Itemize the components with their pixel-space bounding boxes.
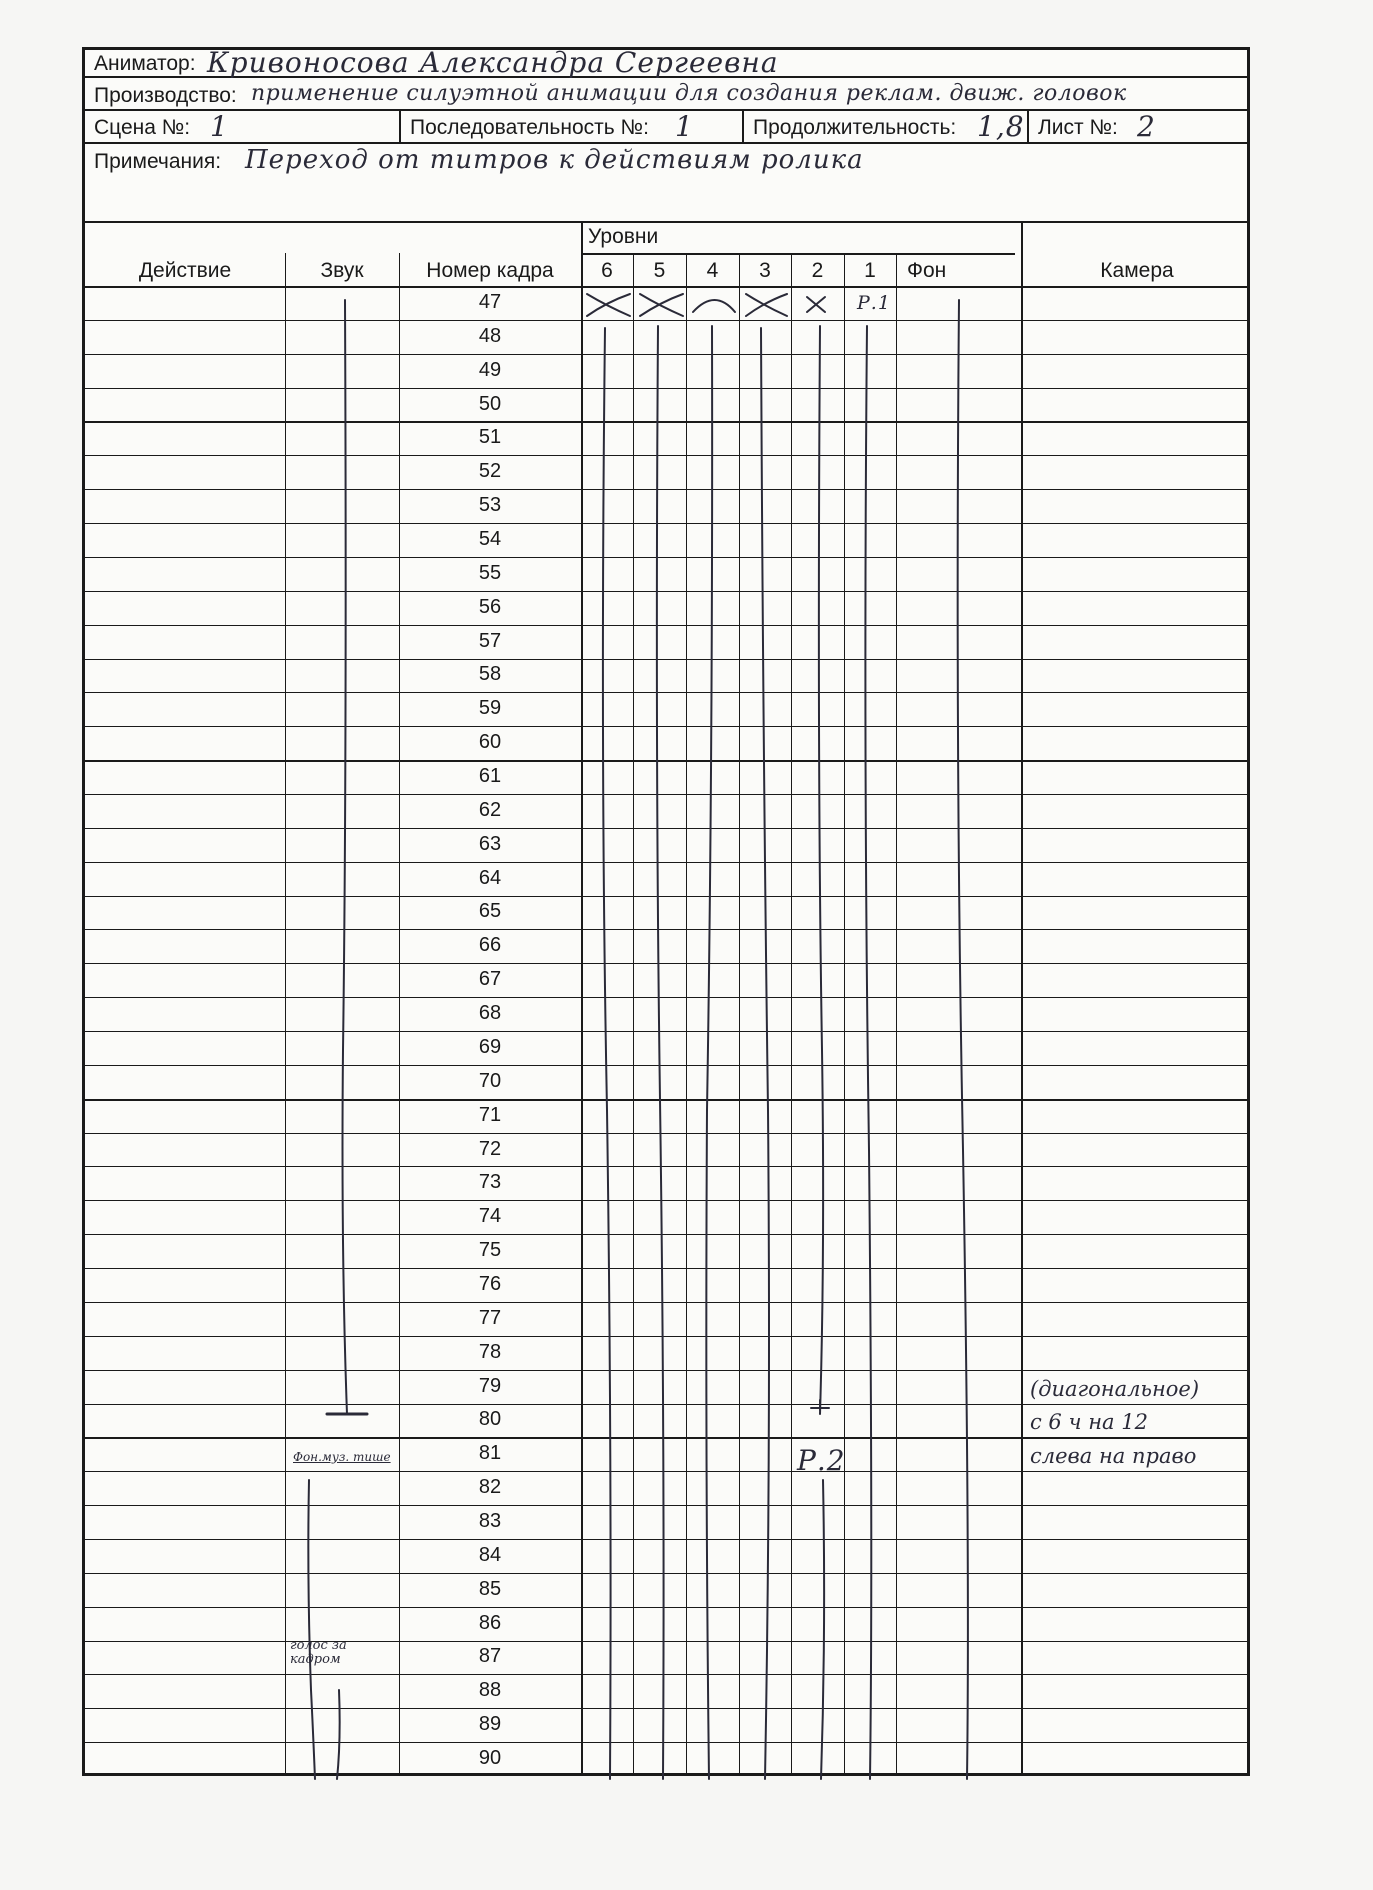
production-value: применение силуэтной анимации для создания реклам. движ. головок: [251, 81, 1127, 106]
hold-line: [819, 326, 823, 1414]
level-1-entry: Р.1: [857, 292, 891, 314]
end-mark: [811, 1400, 829, 1410]
scene-value: 1: [210, 110, 229, 143]
level-4-header: 4: [706, 259, 719, 282]
camera-column-header: Камера: [1100, 259, 1174, 282]
action-column-header: Действие: [138, 259, 232, 282]
frame-number: 48: [478, 324, 502, 347]
frame-number: 61: [478, 765, 502, 788]
hold-line: [343, 300, 348, 1414]
frame-number: 55: [478, 561, 502, 584]
frame-number: 53: [478, 494, 502, 517]
animator-value: Кривоносова Александра Сергеевна: [207, 46, 779, 79]
hold-line: [958, 300, 968, 1779]
frame-number: 73: [478, 1171, 502, 1194]
frame-number: 67: [478, 968, 502, 991]
exposure-sheet: [82, 47, 1250, 1776]
frame-number: 58: [478, 663, 502, 686]
frame-number: 81: [478, 1442, 502, 1465]
sequence-label: Последовательность №:: [410, 116, 649, 139]
frame-number: 78: [478, 1340, 502, 1363]
frame-number: 89: [478, 1713, 502, 1736]
frame-number: 47: [478, 290, 502, 313]
frame-number: 86: [478, 1611, 502, 1634]
frame-number: 77: [478, 1306, 502, 1329]
frame-number: 70: [478, 1069, 502, 1092]
level-1-header: 1: [864, 259, 876, 282]
frame-number: 50: [478, 392, 502, 415]
level-2-header: 2: [811, 259, 824, 282]
camera-note: (диагональное): [1030, 1377, 1200, 1401]
hold-line: [603, 328, 611, 1779]
camera-note: слева на право: [1030, 1444, 1197, 1468]
animator-label: Аниматор:: [94, 52, 196, 75]
frame-number: 57: [478, 629, 502, 652]
hold-line: [761, 328, 769, 1779]
frame-number: 52: [478, 460, 502, 483]
frame-number: 54: [478, 527, 502, 550]
level-5-header: 5: [653, 259, 666, 282]
frame-number: 83: [478, 1510, 502, 1533]
frame-number: 88: [478, 1679, 502, 1702]
hold-line: [308, 1480, 315, 1779]
frame-number: 79: [478, 1374, 502, 1397]
frame-number: 66: [478, 934, 502, 957]
sound-note: Фон.муз. тише: [293, 1450, 391, 1464]
sequence-value: 1: [675, 110, 694, 143]
hold-line: [865, 326, 871, 1779]
x-mark: [807, 297, 825, 312]
frame-number: 71: [478, 1103, 502, 1126]
frame-number: 68: [478, 1002, 502, 1025]
frame-number: 62: [478, 798, 502, 821]
frame-number: 59: [478, 697, 502, 720]
background-column-header: Фон: [907, 259, 947, 282]
frame-number: 87: [478, 1645, 502, 1668]
notes-value: Переход от титров к действиям ролика: [245, 145, 864, 175]
frame-number: 65: [478, 900, 502, 923]
camera-note: с 6 ч на 12: [1030, 1410, 1148, 1434]
frame-number: 82: [478, 1476, 502, 1499]
sheet-number-label: Лист №:: [1038, 116, 1118, 139]
frame-number: 80: [478, 1408, 502, 1431]
frame-number: 49: [478, 358, 502, 381]
frame-number: 60: [478, 731, 502, 754]
frame-number: 63: [478, 832, 502, 855]
hold-line: [657, 326, 664, 1779]
production-label: Производство:: [94, 84, 237, 107]
notes-label: Примечания:: [94, 150, 222, 173]
hold-line: [337, 1690, 340, 1779]
x-mark: [746, 294, 787, 316]
x-mark: [693, 300, 735, 312]
hold-line: [706, 326, 712, 1779]
frame-number: 75: [478, 1239, 502, 1262]
frame-number: 72: [478, 1137, 502, 1160]
frame-number: 90: [478, 1747, 502, 1770]
frame-number: 64: [478, 866, 502, 889]
frame-number: 76: [478, 1272, 502, 1295]
frame-number: 51: [478, 426, 502, 449]
frame-number: 56: [478, 595, 502, 618]
hold-line: [821, 1480, 824, 1779]
frame-number: 85: [478, 1577, 502, 1600]
handwritten-marks: [85, 50, 1253, 1779]
level-3-header: 3: [759, 259, 771, 282]
frame-number: 69: [478, 1035, 502, 1058]
sound-note: голос за кадром: [290, 1638, 347, 1667]
duration-value: 1,8: [977, 110, 1025, 143]
frame-number-column-header: Номер кадра: [426, 259, 554, 282]
level-6-header: 6: [601, 259, 613, 282]
x-mark: [587, 294, 630, 316]
scene-label: Сцена №:: [94, 116, 191, 139]
levels-group-header: Уровни: [588, 225, 659, 248]
frame-number: 74: [478, 1205, 502, 1228]
sound-column-header: Звук: [320, 259, 364, 282]
frame-number: 84: [478, 1543, 502, 1566]
level-2-entry: Р.2: [797, 1444, 846, 1477]
sheet-number-value: 2: [1137, 110, 1156, 143]
x-mark: [640, 294, 683, 316]
duration-label: Продолжительность:: [753, 116, 957, 139]
